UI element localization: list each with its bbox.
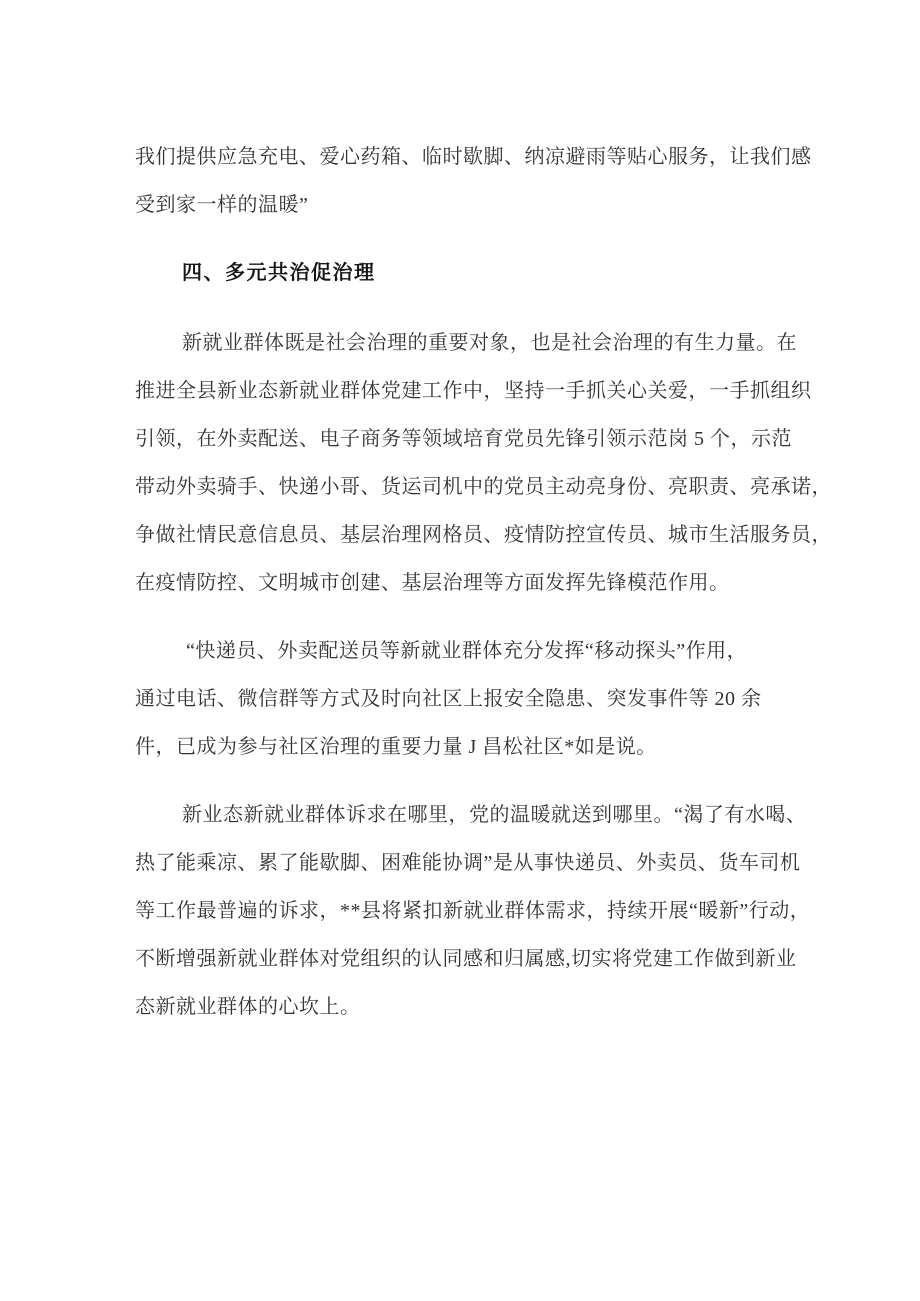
text-line: 引领，在外卖配送、电子商务等领域培育党员先锋引领示范岗 5 个，示范 bbox=[135, 428, 792, 450]
text-line: 不断增强新就业群体对党组织的认同感和归属感,切实将党建工作做到新业 bbox=[135, 948, 797, 970]
text-line: 受到家一样的温暖” bbox=[135, 194, 309, 216]
text-line: 件，已成为参与社区治理的重要力量 J 昌松社区*如是说。 bbox=[135, 736, 657, 758]
paragraph-body bbox=[135, 319, 832, 607]
text-line: 带动外卖骑手、快递小哥、货运司机中的党员主动亮身份、亮职责、亮承诺， bbox=[135, 476, 832, 498]
text-line: 推进全县新业态新就业群体党建工作中，坚持一手抓关心关爱，一手抓组织 bbox=[135, 380, 812, 402]
paragraph-closing bbox=[135, 791, 811, 1031]
text-line: 我们提供应急充电、爱心药箱、临时歇脚、纳凉避雨等贴心服务，让我们感 bbox=[135, 146, 812, 168]
text-line: 等工作最普遍的诉求，**县将紧扣新就业群体需求，持续开展“暖新”行动， bbox=[135, 900, 811, 922]
text-line: 通过电话、微信群等方式及时向社区上报安全隐患、突发事件等 20 余 bbox=[135, 688, 762, 710]
text-line: 争做社情民意信息员、基层治理网格员、疫情防控宣传员、城市生活服务员， bbox=[135, 524, 832, 546]
paragraph-quote bbox=[135, 627, 797, 771]
text-line: 热了能乘凉、累了能歇脚、困难能协调”是从事快递员、外卖员、货车司机 bbox=[135, 852, 801, 874]
text-line: 在疫情防控、文明城市创建、基层治理等方面发挥先锋模范作用。 bbox=[135, 572, 730, 594]
document-content bbox=[135, 133, 832, 1051]
section-heading: 四、多元共治促治理 bbox=[182, 262, 376, 284]
text-line: “快递员、外卖配送员等新就业群体充分发挥“移动探头”作用， bbox=[186, 640, 748, 662]
text-line: 新就业群体既是社会治理的重要对象，也是社会治理的有生力量。在 bbox=[182, 332, 797, 354]
text-line: 新业态新就业群体诉求在哪里，党的温暖就送到哪里。“渴了有水喝、 bbox=[182, 804, 807, 826]
text-line: 态新就业群体的心坎上。 bbox=[135, 996, 361, 1018]
paragraph-continuation bbox=[135, 133, 812, 229]
